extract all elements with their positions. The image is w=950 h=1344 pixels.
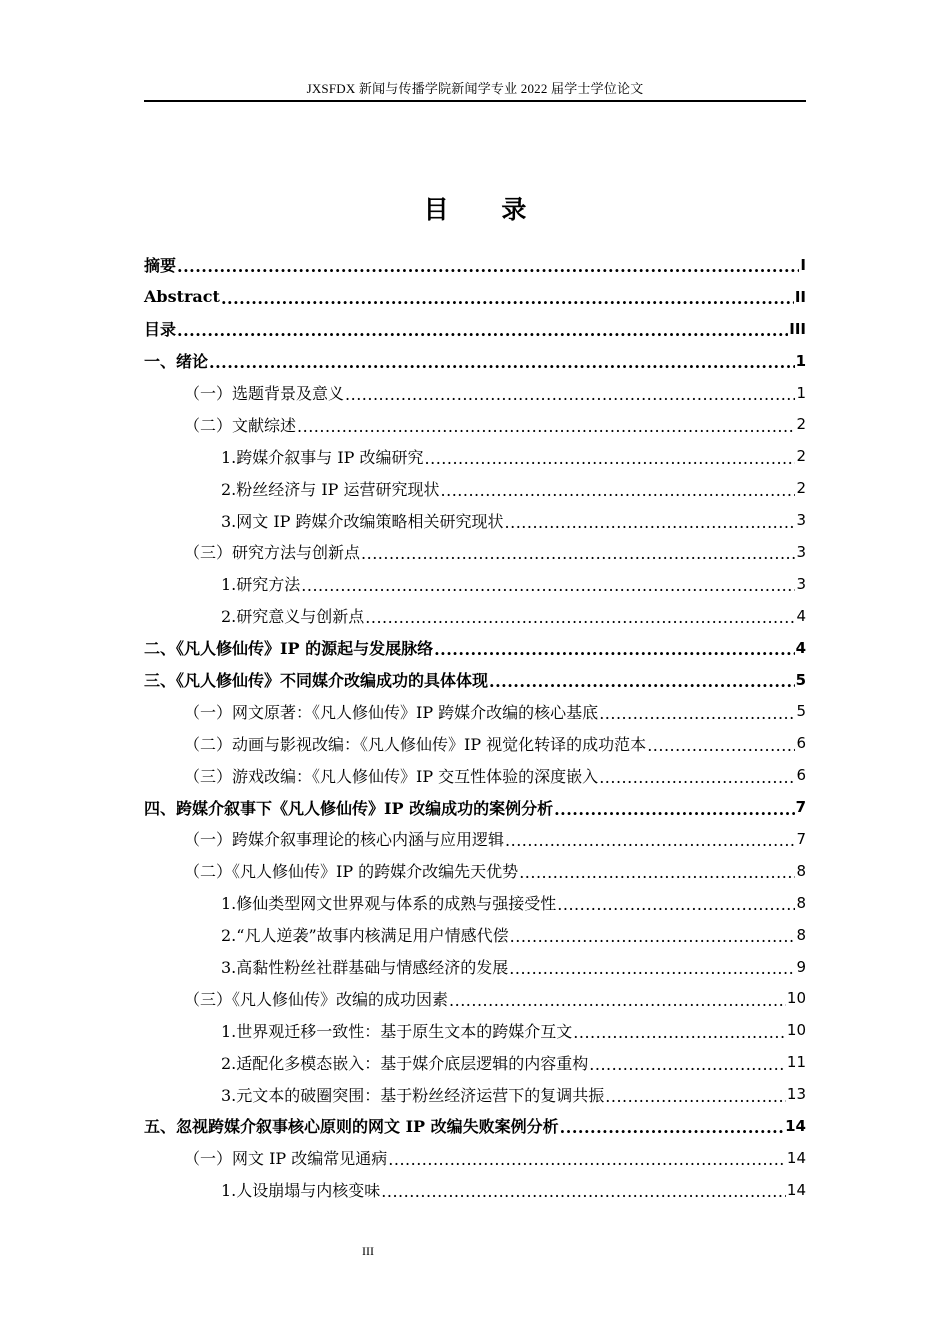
toc-entry-page: 14	[785, 1116, 806, 1135]
toc-entry[interactable]	[144, 823, 806, 855]
toc-entry-title: （三）游戏改编：《凡人修仙传》IP 交互性体验的深度嵌入	[184, 766, 599, 786]
toc-entry-title: 一、绪论	[144, 352, 209, 372]
toc-entry[interactable]	[144, 600, 806, 632]
toc-entry-page: 13	[786, 1085, 806, 1104]
toc-entry-title: 三、《凡人修仙传》不同媒介改编成功的具体体现	[144, 671, 489, 691]
toc-entry-page: II	[794, 287, 806, 306]
toc-entry-title: 二、《凡人修仙传》IP 的源起与发展脉络	[144, 639, 434, 659]
toc-entry[interactable]	[144, 887, 806, 919]
toc-entry-page: 7	[795, 798, 806, 817]
toc-entry[interactable]	[144, 440, 806, 472]
toc-entry[interactable]	[144, 982, 806, 1014]
toc-entry-title: 2.研究意义与创新点	[221, 607, 365, 627]
toc-entry[interactable]	[144, 568, 806, 600]
toc-leader-dots	[221, 289, 794, 308]
toc-entry-title: 2.适配化多模态嵌入：基于媒介底层逻辑的内容重构	[221, 1053, 589, 1073]
toc-entry-title: 四、跨媒介叙事下《凡人修仙传》IP 改编成功的案例分析	[144, 798, 554, 818]
toc-entry[interactable]	[144, 632, 806, 664]
toc-entry-title: 2.粉丝经济与 IP 运营研究现状	[221, 479, 440, 499]
toc-entry[interactable]	[144, 1174, 806, 1206]
toc-entry[interactable]	[144, 919, 806, 951]
toc-entry-page: 8	[796, 893, 806, 912]
toc-entry[interactable]	[144, 664, 806, 696]
toc-entry-title: 1.修仙类型网文世界观与体系的成熟与强接受性	[221, 894, 557, 914]
toc-entry-page: 8	[796, 925, 806, 944]
toc-entry-title: （一）选题背景及意义	[184, 384, 345, 403]
toc-entry[interactable]	[144, 345, 806, 377]
toc-leader-dots	[647, 736, 795, 755]
toc-entry[interactable]	[144, 536, 806, 568]
toc-entry[interactable]	[144, 281, 806, 313]
toc-entry[interactable]	[144, 249, 806, 281]
toc-entry[interactable]	[144, 504, 806, 536]
toc-leader-dots	[388, 1150, 786, 1169]
toc-leader-dots	[505, 513, 796, 532]
toc-leader-dots	[599, 768, 795, 787]
toc-leader-dots	[573, 1023, 786, 1042]
toc-leader-dots	[605, 1087, 786, 1106]
toc-entry-page: 1	[796, 383, 806, 402]
toc-entry[interactable]	[144, 408, 806, 440]
toc-entry-page: 4	[796, 606, 806, 625]
toc-entry-page: 2	[796, 415, 806, 434]
toc-leader-dots	[365, 608, 795, 627]
toc-leader-dots	[177, 257, 799, 276]
toc-leader-dots	[505, 831, 795, 850]
toc-leader-dots	[599, 704, 795, 723]
toc-entry-title: 1.跨媒介叙事与 IP 改编研究	[221, 447, 424, 467]
toc-entry-title: 1.人设崩塌与内核变味	[221, 1181, 381, 1201]
toc-entry-title: （一）网文 IP 改编常见通病	[184, 1149, 388, 1169]
toc-entry[interactable]	[144, 472, 806, 504]
toc-entry-page: 2	[796, 479, 806, 498]
toc-leader-dots	[519, 863, 795, 882]
toc-entry[interactable]	[144, 727, 806, 759]
toc-leader-dots	[441, 481, 796, 500]
table-of-contents	[144, 249, 806, 1206]
toc-leader-dots	[489, 672, 795, 691]
toc-leader-dots	[510, 927, 796, 946]
toc-entry-page: 3	[796, 574, 806, 593]
toc-entry-title: （一）跨媒介叙事理论的核心内涵与应用逻辑	[184, 830, 505, 850]
toc-entry-page: 3	[796, 511, 806, 530]
toc-leader-dots	[361, 544, 795, 563]
toc-entry-title: （二）动画与影视改编：《凡人修仙传》IP 视觉化转译的成功范本	[184, 734, 647, 754]
toc-entry-page: 2	[796, 447, 806, 466]
toc-title: 目 录	[423, 195, 549, 224]
toc-entry-page: 10	[786, 989, 806, 1008]
toc-leader-dots	[301, 576, 795, 595]
toc-entry[interactable]	[144, 1078, 806, 1110]
toc-leader-dots	[509, 959, 795, 978]
toc-leader-dots	[425, 449, 796, 468]
toc-entry[interactable]	[144, 1142, 806, 1174]
toc-entry-title: 摘要	[144, 256, 177, 276]
toc-leader-dots	[589, 1055, 786, 1074]
toc-leader-dots	[381, 1182, 786, 1201]
toc-entry-page: 11	[786, 1053, 806, 1072]
toc-entry-page: 6	[796, 734, 806, 753]
toc-entry-title: 2.“凡人逆袭”故事内核满足用户情感代偿	[221, 926, 509, 946]
toc-entry[interactable]	[144, 377, 806, 409]
toc-leader-dots	[297, 417, 795, 436]
toc-entry-page: III	[789, 319, 806, 338]
toc-leader-dots	[209, 353, 795, 372]
toc-leader-dots	[557, 895, 795, 914]
toc-entry-page: 14	[786, 1148, 806, 1167]
toc-entry-title: （三）研究方法与创新点	[184, 543, 361, 563]
toc-entry-page: 8	[796, 861, 806, 880]
toc-entry-title: （二）《凡人修仙传》IP 的跨媒介改编先天优势	[184, 862, 519, 882]
toc-entry-title: 1.研究方法	[221, 575, 301, 595]
toc-entry-page: 5	[795, 670, 806, 689]
toc-entry-page: 9	[796, 957, 806, 976]
toc-leader-dots	[560, 1118, 784, 1137]
toc-entry-title: 3.高黏性粉丝社群基础与情感经济的发展	[221, 958, 509, 978]
toc-leader-dots	[434, 640, 794, 659]
toc-entry-title: （二）文献综述	[184, 415, 297, 435]
toc-entry-title: 1.世界观迁移一致性：基于原生文本的跨媒介互文	[221, 1021, 573, 1041]
header-rule	[144, 100, 806, 102]
toc-entry-page: 6	[796, 766, 806, 785]
toc-entry-page: 10	[786, 1021, 806, 1040]
toc-entry[interactable]	[144, 759, 806, 791]
toc-entry-title: 目录	[144, 320, 177, 340]
toc-entry-title: Abstract	[144, 287, 220, 307]
toc-entry[interactable]	[144, 313, 806, 345]
toc-leader-dots	[449, 991, 786, 1010]
toc-entry-page: 1	[795, 351, 806, 370]
toc-leader-dots	[177, 321, 788, 340]
toc-entry-title: 3.网文 IP 跨媒介改编策略相关研究现状	[221, 511, 504, 531]
toc-entry-page: 5	[796, 702, 806, 721]
toc-entry[interactable]	[144, 855, 806, 887]
toc-entry[interactable]	[144, 791, 806, 823]
toc-entry-title: 五、忽视跨媒介叙事核心原则的网文 IP 改编失败案例分析	[144, 1117, 559, 1137]
toc-entry[interactable]	[144, 951, 806, 983]
toc-entry-page: 3	[796, 542, 806, 561]
page-header: JXSFDX 新闻与传播学院新闻学专业 2022 届学士学位论文	[306, 81, 644, 96]
toc-entry-page: 4	[795, 638, 806, 657]
page-number: III	[362, 1244, 374, 1258]
toc-entry[interactable]	[144, 1014, 806, 1046]
toc-entry[interactable]	[144, 1110, 806, 1142]
toc-entry-page: 14	[786, 1180, 806, 1199]
toc-entry[interactable]	[144, 695, 806, 727]
toc-entry-title: （一）网文原著：《凡人修仙传》IP 跨媒介改编的核心基底	[184, 702, 599, 722]
toc-leader-dots	[554, 800, 794, 819]
toc-entry-title: （三）《凡人修仙传》改编的成功因素	[184, 989, 449, 1009]
toc-entry-page: 7	[796, 829, 806, 848]
toc-leader-dots	[345, 385, 795, 404]
toc-entry-title: 3.元文本的破圈突围：基于粉丝经济运营下的复调共振	[221, 1085, 605, 1105]
toc-entry-page: I	[800, 255, 806, 274]
toc-entry[interactable]	[144, 1046, 806, 1078]
